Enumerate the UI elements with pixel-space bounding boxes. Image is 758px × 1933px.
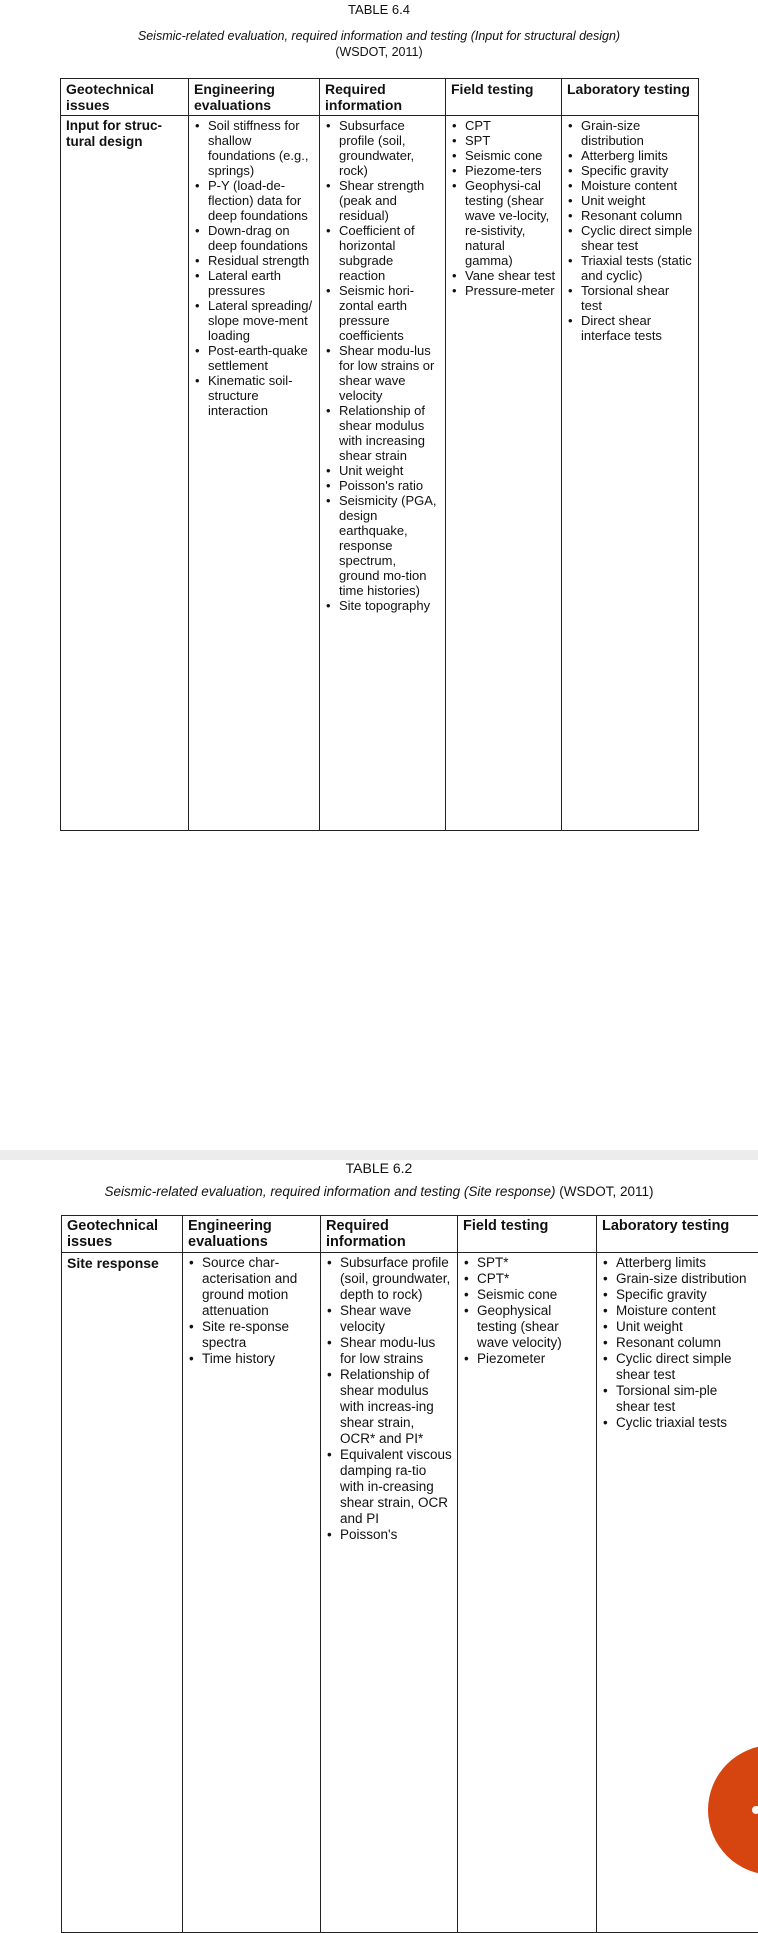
list-item: • Subsurface profile (soil, groundwater, depth to rock)	[326, 1255, 452, 1303]
required-info-cell	[320, 116, 446, 831]
list-item: • Shear modu-lus for low strains	[326, 1335, 452, 1367]
list-item: • Triaxial tests (static and cyclic)	[567, 253, 693, 283]
list-item: • Grain-size distribution	[567, 118, 693, 148]
table-caption-source: (WSDOT, 2011)	[335, 45, 422, 59]
list-item: • Atterberg limits	[602, 1255, 753, 1271]
required-info-cell	[321, 1253, 458, 1933]
dot-icon	[752, 1806, 758, 1814]
table-number: TABLE 6.4	[0, 2, 758, 17]
list-item: • Resonant column	[602, 1335, 753, 1351]
list-item: • Seismic hori-zontal earth pressure coefficients	[325, 283, 440, 343]
table-number: TABLE 6.2	[0, 1160, 758, 1176]
table-header-row	[61, 79, 699, 116]
field-testing-list	[451, 118, 556, 298]
list-item: • Direct shear interface tests	[567, 313, 693, 343]
list-item: • Cyclic triaxial tests	[602, 1415, 753, 1431]
header-field-testing: Field testing	[446, 79, 562, 116]
page-separator	[0, 1150, 758, 1160]
list-item: • Soil stiffness for shallow foundations (e.g., springs)	[194, 118, 314, 178]
list-item: • Shear modu-lus for low strains or shear wave velocity	[325, 343, 440, 403]
table-caption-source: (WSDOT, 2011)	[559, 1184, 653, 1199]
field-testing-cell	[458, 1253, 597, 1933]
lab-testing-list	[567, 118, 693, 343]
list-item: • Poisson's ratio	[325, 478, 440, 493]
header-geotechnical-issues: Geotechnical issues	[61, 79, 189, 116]
list-item: • Cyclic direct simple shear test	[602, 1351, 753, 1383]
issue-cell: Input for struc-tural design	[61, 116, 189, 831]
list-item: • Shear strength (peak and residual)	[325, 178, 440, 223]
list-item: • Time history	[188, 1351, 315, 1367]
evaluations-cell	[183, 1253, 321, 1933]
table-caption-title: Seismic-related evaluation, required information and testing (Input for structural design)	[138, 29, 620, 43]
list-item: • Unit weight	[567, 193, 693, 208]
list-item: • Equivalent viscous damping ra-tio with in-creasing shear strain, OCR and PI	[326, 1447, 452, 1527]
list-item: • Source char-acterisation and ground motion attenuation	[188, 1255, 315, 1319]
list-item: • Cyclic direct simple shear test	[567, 223, 693, 253]
list-item: • Lateral earth pressures	[194, 268, 314, 298]
list-item: • Post-earth-quake settlement	[194, 343, 314, 373]
list-item: • Vane shear test	[451, 268, 556, 283]
list-item: • Piezome-ters	[451, 163, 556, 178]
lab-testing-list	[602, 1255, 753, 1431]
list-item: • Moisture content	[602, 1303, 753, 1319]
list-item: • Torsional sim-ple shear test	[602, 1383, 753, 1415]
field-testing-list	[463, 1255, 591, 1367]
list-item: • Residual strength	[194, 253, 314, 268]
list-item: • Seismicity (PGA, design earthquake, response spectrum, ground mo-tion time histories)	[325, 493, 440, 598]
table-header-row	[62, 1216, 758, 1253]
list-item: • Moisture content	[567, 178, 693, 193]
required-info-list	[326, 1255, 452, 1543]
list-item: • Site re-sponse spectra	[188, 1319, 315, 1351]
list-item: • Specific gravity	[567, 163, 693, 178]
list-item: • Grain-size distribution	[602, 1271, 753, 1287]
header-required-information: Required information	[321, 1216, 458, 1253]
field-testing-cell	[446, 116, 562, 831]
table-caption-title: Seismic-related evaluation, required information and testing (Site response)	[104, 1184, 555, 1199]
list-item: • Unit weight	[602, 1319, 753, 1335]
list-item: • Torsional shear test	[567, 283, 693, 313]
list-item: • Down-drag on deep foundations	[194, 223, 314, 253]
list-item: • Relationship of shear modulus with increasing shear strain	[325, 403, 440, 463]
table-caption	[0, 28, 758, 60]
list-item: • CPT	[451, 118, 556, 133]
evaluations-list	[188, 1255, 315, 1367]
list-item: • Resonant column	[567, 208, 693, 223]
list-item: • SPT	[451, 133, 556, 148]
list-item: • Lateral spreading/ slope move-ment loading	[194, 298, 314, 343]
list-item: • Poisson's	[326, 1527, 452, 1543]
issue-cell: Site response	[62, 1253, 183, 1933]
list-item: • Relationship of shear modulus with increas-ing shear strain, OCR* and PI*	[326, 1367, 452, 1447]
list-item: • SPT*	[463, 1255, 591, 1271]
list-item: • Specific gravity	[602, 1287, 753, 1303]
table-row	[62, 1253, 758, 1933]
list-item: • Geophysi-cal testing (shear wave ve-locity, re-sistivity, natural gamma)	[451, 178, 556, 268]
list-item: • Seismic cone	[463, 1287, 591, 1303]
evaluations-list	[194, 118, 314, 418]
table-caption	[0, 1184, 758, 1200]
seismic-table-structural-design	[60, 78, 699, 831]
list-item: • Piezometer	[463, 1351, 591, 1367]
table-row	[61, 116, 699, 831]
header-geotechnical-issues: Geotechnical issues	[62, 1216, 183, 1253]
header-laboratory-testing: Laboratory testing	[562, 79, 699, 116]
header-laboratory-testing: Laboratory testing	[597, 1216, 758, 1253]
lab-testing-cell	[562, 116, 699, 831]
list-item: • Unit weight	[325, 463, 440, 478]
list-item: • Pressure-meter	[451, 283, 556, 298]
list-item: • Kinematic soil-structure interaction	[194, 373, 314, 418]
list-item: • Geophysical testing (shear wave velocity)	[463, 1303, 591, 1351]
required-info-list	[325, 118, 440, 613]
header-engineering-evaluations: Engineering evaluations	[189, 79, 320, 116]
evaluations-cell	[189, 116, 320, 831]
list-item: • Atterberg limits	[567, 148, 693, 163]
list-item: • Site topography	[325, 598, 440, 613]
list-item: • Shear wave velocity	[326, 1303, 452, 1335]
list-item: • Coefficient of horizontal subgrade reaction	[325, 223, 440, 283]
header-engineering-evaluations: Engineering evaluations	[183, 1216, 321, 1253]
list-item: • Subsurface profile (soil, groundwater, rock)	[325, 118, 440, 178]
list-item: • Seismic cone	[451, 148, 556, 163]
list-item: • P-Y (load-de-flection) data for deep foundations	[194, 178, 314, 223]
seismic-table-site-response	[61, 1215, 758, 1933]
header-required-information: Required information	[320, 79, 446, 116]
list-item: • CPT*	[463, 1271, 591, 1287]
header-field-testing: Field testing	[458, 1216, 597, 1253]
